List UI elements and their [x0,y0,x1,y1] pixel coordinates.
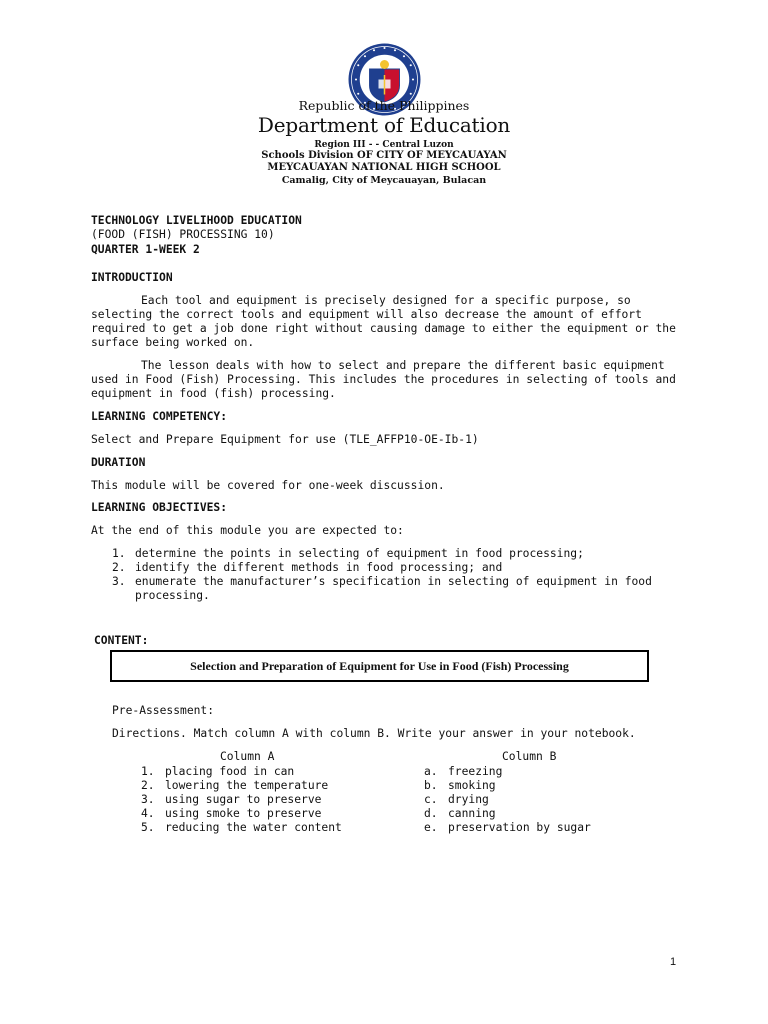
list-number: 1. [112,547,126,560]
quarter-label: QUARTER 1-WEEK 2 [91,243,200,256]
duration-heading: DURATION [91,456,146,469]
paragraph-line: equipment in food (fish) processing. [91,387,336,400]
directions-text: Directions. Match column A with column B. Write your answer in your notebook. [112,727,636,740]
column-a-header: Column A [220,750,275,763]
list-text-continued: processing. [135,589,210,602]
objectives-heading: LEARNING OBJECTIVES: [91,501,228,514]
division-line: Schools Division OF CITY OF MEYCAUAYAN [261,150,507,161]
item-text: placing food in can [165,765,295,778]
department-title: Department of Education [257,113,511,137]
list-item [141,765,342,779]
item-text: smoking [448,779,496,792]
list-number: 2. [112,561,126,574]
column-b-list [424,765,591,835]
lesson-title: Selection and Preparation of Equipment for Use in Food (Fish) Processing [190,658,569,673]
item-text: canning [448,807,496,820]
item-text: using smoke to preserve [165,807,322,820]
region-line: Region III - - Central Luzon [314,140,454,150]
paragraph-line: required to get a job done right without causing damage to either the equipment or the [91,322,676,335]
lesson-title-box [110,650,649,682]
item-key: 2. [141,779,155,792]
list-item [424,821,591,835]
content-label: CONTENT: [94,634,149,647]
item-key: 5. [141,821,155,834]
item-text: freezing [448,765,503,778]
paragraph-line: surface being worked on. [91,336,255,349]
item-key: 1. [141,765,155,778]
column-a-list [141,765,342,835]
item-key: a. [424,765,438,778]
introduction-paragraph-1 [91,294,691,350]
paragraph-line: The lesson deals with how to select and prepare the different basic equipment [141,359,665,372]
school-name: MEYCAUAYAN NATIONAL HIGH SCHOOL [267,162,501,173]
list-item [424,765,591,779]
republic-line: Republic of the Philippines [298,98,470,113]
competency-heading: LEARNING COMPETENCY: [91,410,228,423]
list-text: determine the points in selecting of equipment in food processing; [135,547,584,560]
item-text: drying [448,793,489,806]
list-item [112,575,652,589]
competency-text: Select and Prepare Equipment for use (TLE_AFFP10-OE-Ib-1) [91,433,479,446]
list-item [141,821,342,835]
item-key: d. [424,807,438,820]
item-key: c. [424,793,438,806]
objectives-list [112,547,652,603]
objectives-intro: At the end of this module you are expected to: [91,524,404,537]
item-key: e. [424,821,438,834]
page-number: 1 [670,956,677,968]
paragraph-line: selecting the correct tools and equipment will also decrease the amount of effort [91,308,642,321]
list-item [424,793,591,807]
list-item [141,793,342,807]
list-text: enumerate the manufacturer’s specification in selecting of equipment in food [135,575,652,588]
introduction-paragraph-2 [91,359,691,401]
subject-title: TECHNOLOGY LIVELIHOOD EDUCATION [91,214,302,227]
list-item [141,807,342,821]
paragraph-line: used in Food (Fish) Processing. This includes the procedures in selecting of tools and [91,373,676,386]
item-text: lowering the temperature [165,779,329,792]
paragraph-line: Each tool and equipment is precisely designed for a specific purpose, so [141,294,631,307]
list-item [424,779,591,793]
item-key: b. [424,779,438,792]
column-b-header: Column B [502,750,557,763]
list-number: 3. [112,575,126,588]
list-item [424,807,591,821]
school-address: Camalig, City of Meycauayan, Bulacan [281,175,487,186]
item-text: preservation by sugar [448,821,591,834]
introduction-heading: INTRODUCTION [91,271,173,284]
pre-assessment-label: Pre-Assessment: [112,704,215,717]
list-item [141,779,342,793]
item-text: reducing the water content [165,821,342,834]
item-key: 4. [141,807,155,820]
item-text: using sugar to preserve [165,793,322,806]
list-text: identify the different methods in food processing; and [135,561,503,574]
duration-text: This module will be covered for one-week discussion. [91,479,445,492]
item-key: 3. [141,793,155,806]
list-item [112,547,652,561]
course-title: (FOOD (FISH) PROCESSING 10) [91,228,275,241]
list-item [112,561,652,575]
